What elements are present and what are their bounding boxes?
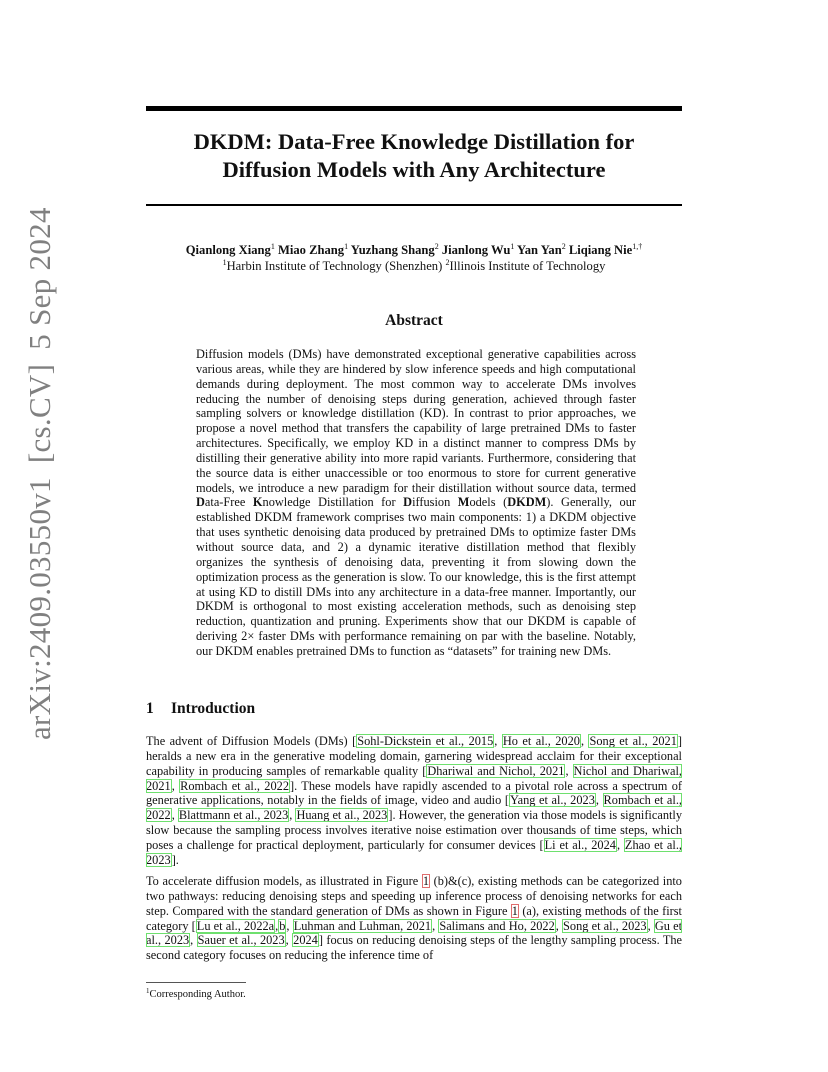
term-initial: D — [403, 495, 413, 510]
affiliation-name: Illinois Institute of Technology — [449, 259, 606, 273]
paragraph-text: ]. — [171, 852, 179, 867]
paragraph-text: , — [285, 933, 293, 948]
title-rule-top — [146, 106, 682, 111]
paragraph-text: ] focus on reducing denoising steps of the lengthy sampling process. The second category focuses on reducing the inference time of — [146, 933, 683, 963]
paragraph-text: ] heralds a new era in the generative modeling domain, garnering widespread acclaim for their exceptional capability in producing samples of remarkable quality [ — [146, 734, 683, 778]
arxiv-identifier — [22, 193, 58, 740]
author-name: Qianlong Xiang — [185, 243, 271, 257]
paragraph-text: To accelerate diffusion models, as illustrated in Figure — [146, 874, 422, 888]
paragraph-text: , — [171, 808, 178, 823]
citation-link[interactable]: Sohl-Dickstein et al., 2015 — [357, 734, 494, 748]
citation-link[interactable]: Zhao et al., 2023 — [146, 837, 683, 867]
section-title: Introduction — [171, 700, 256, 717]
paragraph-text: (a), existing methods of the first category [ — [146, 903, 682, 933]
paragraph-text: , — [580, 734, 589, 748]
affiliation-mark: 2 — [445, 258, 450, 267]
author-list — [146, 243, 682, 258]
paragraph-text: , — [275, 918, 279, 933]
term-rest: nowledge Distillation for — [262, 495, 404, 510]
author-affiliation-mark: 1,† — [632, 242, 643, 251]
citation-link[interactable]: 2024 — [293, 933, 318, 948]
citation-link[interactable]: Nichol and Dhariwal, 2021 — [146, 763, 682, 793]
term-initial: D — [196, 495, 205, 510]
paragraph-text: (b)&(c), existing methods can be categorized into two pathways: reducing denoising steps and speeding up inference process of denoising networks for each step. Compared with the standard generation of DMs as shown in Figure — [146, 874, 682, 918]
paragraph-text: The advent of Diffusion Models (DMs) [ — [146, 734, 357, 748]
author-name: Liqiang Nie — [568, 243, 633, 257]
author-affiliation-mark: 2 — [434, 242, 439, 251]
term-rest: ata-Free — [204, 495, 253, 510]
citation-link[interactable]: Huang et al., 2023 — [296, 808, 388, 823]
citation-link[interactable]: Ho et al., 2020 — [502, 734, 580, 748]
footnote-text: Corresponding Author. — [149, 989, 246, 1000]
author-affiliation-mark: 1 — [510, 242, 515, 251]
paragraph-text: , — [555, 918, 563, 933]
footnote-rule — [146, 982, 246, 983]
author-name: Miao Zhang — [277, 243, 345, 257]
abstract-text: ). Generally, our established DKDM framework comprises two main components: 1) a DKDM objective that uses synthetic denoising data produced by pretrained DMs to optimize faster DMs without source data, and 2) a dynamic iterative distillation method that flexibly organizes the synthesis of denoising data, preventing it from slowing down the optimization process as the generation is slow. To our knowledge, this is the first attempt at using KD to distill DMs into any architecture in a data-free manner. Importantly, our DKDM is orthogonal to most existing acceleration methods, such as denoising step reduction, quantization and pruning. Experiments show that our DKDM is capable of deriving 2× faster DMs with performance remaining on par with the baseline. Notably, our DKDM enables pretrained DMs to function as “datasets” for training new DMs. — [196, 495, 636, 658]
title-line-1: DKDM: Data-Free Knowledge Distillation for — [193, 129, 635, 154]
citation-link[interactable]: Salimans and Ho, 2022 — [439, 918, 555, 933]
citation-link[interactable]: Rombach et al., 2022 — [146, 793, 683, 823]
term-initial: K — [252, 495, 263, 510]
citation-link[interactable]: Song et al., 2023 — [563, 918, 647, 933]
paragraph-text: ]. However, the generation via those models is significantly slow because the sampling process involves iterative noise estimation over thousands of time steps, which poses a challenge for practical deployment, particularly for consumer devices [ — [146, 808, 683, 852]
citation-link[interactable]: Gu et al., 2023 — [146, 918, 683, 948]
citation-link[interactable]: Dhariwal and Nichol, 2021 — [427, 763, 565, 778]
figure-reference-link[interactable]: 1 — [511, 903, 518, 918]
footnote-mark: 1 — [146, 987, 150, 995]
author-name: Jianlong Wu — [441, 243, 511, 257]
citation-link[interactable]: b — [279, 918, 286, 933]
citation-link[interactable]: Luhman and Luhman, 2021 — [293, 918, 432, 933]
affiliation-name: Harbin Institute of Technology (Shenzhen) — [226, 259, 443, 273]
paragraph-text: , — [190, 933, 197, 948]
affiliation-mark: 1 — [222, 258, 227, 267]
paper-title — [146, 128, 682, 184]
citation-link[interactable]: Blattmann et al., 2023 — [178, 808, 289, 823]
title-line-2: Diffusion Models with Any Architecture — [222, 157, 606, 182]
author-name: Yuzhang Shang — [350, 243, 435, 257]
arxiv-category: [cs.CV] — [22, 363, 57, 464]
abstract-text: Diffusion models (DMs) have demonstrated exceptional generative capabilities across various areas, while they are hindered by slow inference speeds and high computational demands during deployment. The most common way to accelerate DMs involves reducing the number of denoising steps during generation, achieved through faster sampling solvers or knowledge distillation (KD). In contrast to prior approaches, we propose a novel method that transfers the capability of large pretrained DMs to faster architectures. Specifically, we employ KD in a distinct manner to compress DMs by distilling their generative ability into more rapid variants. Furthermore, considering that the source data is either unaccessible or too enormous to store for current generative models, we introduce a new paradigm for their distillation without source data, termed — [196, 347, 636, 495]
paragraph-text: , — [565, 763, 573, 778]
section-number: 1 — [146, 700, 154, 717]
paragraph-text: , — [595, 793, 603, 808]
citation-link[interactable]: Sauer et al., 2023 — [197, 933, 285, 948]
affiliations — [146, 259, 682, 274]
citation-link[interactable]: Lu et al., 2022a — [196, 918, 275, 933]
figure-reference-link[interactable]: 1 — [422, 874, 429, 888]
intro-paragraph-2 — [146, 874, 682, 963]
paragraph-text: , — [647, 918, 654, 933]
arxiv-date: 5 Sep 2024 — [22, 207, 57, 350]
term-initial: M — [457, 495, 470, 510]
citation-link[interactable]: Li et al., 2024 — [544, 837, 616, 852]
footnote — [146, 989, 246, 1000]
abstract-body — [196, 347, 636, 659]
citation-link[interactable]: Rombach et al., 2022 — [180, 778, 289, 793]
intro-paragraph-1 — [146, 734, 682, 868]
paragraph-text: , — [494, 734, 502, 748]
abstract-heading: Abstract — [385, 312, 443, 329]
paragraph-text: , — [616, 837, 624, 852]
author-name: Yan Yan — [517, 243, 562, 257]
author-affiliation-mark: 1 — [270, 242, 275, 251]
arxiv-id: arXiv:2409.03550v1 — [22, 477, 57, 740]
paragraph-text: , — [432, 918, 439, 933]
term-rest: iffusion — [412, 495, 458, 510]
paragraph-text: , — [286, 918, 293, 933]
author-affiliation-mark: 1 — [344, 242, 349, 251]
title-rule-bottom — [146, 204, 682, 206]
citation-link[interactable]: Song et al., 2021 — [589, 734, 677, 748]
citation-link[interactable]: Yang et al., 2023 — [509, 793, 595, 808]
paragraph-text: , — [171, 778, 180, 793]
term-rest: odels ( — [469, 495, 508, 510]
paragraph-text: , — [289, 808, 296, 823]
author-affiliation-mark: 2 — [561, 242, 566, 251]
paragraph-text: ]. These models have rapidly ascended to a pivotal role across a spectrum of generative applications, notably in the fields of image, video and audio [ — [146, 778, 682, 808]
method-acronym: DKDM — [507, 495, 547, 510]
section-heading-introduction — [146, 700, 255, 718]
